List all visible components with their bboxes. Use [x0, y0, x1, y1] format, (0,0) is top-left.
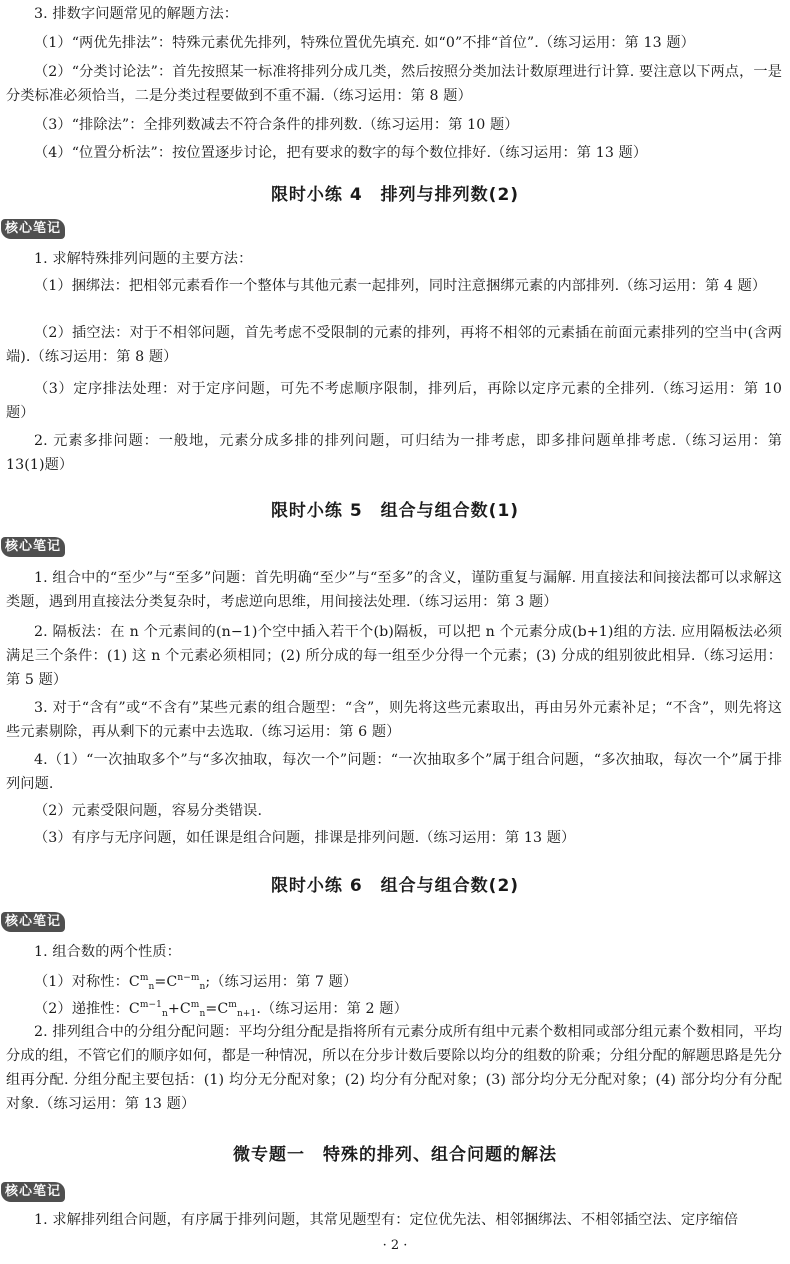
paragraph: 4.（1）“一次抽取多个”与“多次抽取，每次一个”问题：“一次抽取多个”属于组合问题，“多次抽取，每次一个”属于排列问题.: [6, 752, 782, 792]
paragraph: （3）有序与无序问题，如任课是组合问题，排课是排列问题.（练习运用：第 13 题）: [34, 830, 576, 846]
section-title: 限时小练 5 组合与组合数(1): [270, 501, 520, 521]
paragraph: （3）定序排法处理：对于定序问题，可先不考虑顺序限制，排列后，再除以定序元素的全排列.（练习运用：第 10 题）: [6, 381, 782, 421]
section-title: 限时小练 6 组合与组合数(2): [270, 876, 520, 896]
section-title: 限时小练 4 排列与排列数(2): [270, 185, 520, 205]
paragraph: 1. 求解特殊排列问题的主要方法：: [34, 251, 253, 267]
formula-symmetry: $C^m_n=C^{n-m}_n$;: [128, 973, 211, 992]
core-notes-badge: 核心笔记: [1, 912, 65, 932]
paragraph: 1. 组合中的“至少”与“至多”问题：首先明确“至少”与“至多”的含义，谨防重复与漏解. 用直接法和间接法都可以求解这类题，遇到用直接法分类复杂时，考虑逆向思维，用间接法处理.（练习运用：第 3 题）: [6, 570, 782, 610]
paragraph: 3. 对于“含有”或“不含有”某些元素的组合题型：“含”，则先将这些元素取出，再由另外元素补足；“不含”，则先将这些元素剔除，再从剩下的元素中去选取.（练习运用：第 6 题）: [6, 700, 782, 740]
formula-label: （2）递推性：: [34, 1001, 129, 1017]
paragraph: （1）“两优先排法”：特殊元素优先排列，特殊位置优先填充. 如“0”不排“首位”.（练习运用：第 13 题）: [34, 35, 695, 51]
paragraph: 3. 排数字问题常见的解题方法：: [34, 6, 239, 22]
paragraph: （3）“排除法”：全排列数减去不符合条件的排列数.（练习运用：第 10 题）: [34, 117, 519, 133]
paragraph: 1. 组合数的两个性质：: [34, 944, 181, 960]
core-notes-badge: 核心笔记: [1, 219, 65, 239]
paragraph: 2. 元素多排问题：一般地，元素分成多排的排列问题，可归结为一排考虑，即多排问题单排考虑.（练习运用：第 13(1)题）: [6, 433, 782, 473]
core-notes-badge: 核心笔记: [1, 537, 65, 557]
page-number: · 2 ·: [382, 1238, 408, 1253]
paragraph: （2）元素受限问题，容易分类错误.: [34, 803, 263, 819]
paragraph: 2. 排列组合中的分组分配问题：平均分组分配是指将所有元素分成所有组中元素个数相同或部分组元素个数相同，平均分成的组，不管它们的顺序如何，都是一种情况，所以在分步计数后要除以均分的组数的阶乘；分组分配的解题思路是先分组再分配. 分组分配主要包括：(1) 均分无分配对象；(2) 均分有分配对象；(3) 部分均分无分配对象；(4) 部分均分有分配对象.（练习运用：第 13 题）: [6, 1024, 782, 1112]
paragraph: 1. 求解排列组合问题，有序属于排列问题，其常见题型有：定位优先法、相邻捆绑法、不相邻插空法、定序缩倍: [34, 1212, 739, 1228]
section-title: 微专题一 特殊的排列、组合问题的解法: [233, 1145, 557, 1165]
paragraph: 2. 隔板法：在 n 个元素间的(n−1)个空中插入若干个(b)隔板，可以把 n 个元素分成(b+1)组的方法. 应用隔板法必须满足三个条件：(1) 这 n 个元素必须相同；(2) 所分成的每一组至少分得一个元素；(3) 分成的组别彼此相异.（练习运用：第 5 题）: [6, 624, 782, 688]
paragraph: （4）“位置分析法”：按位置逐步讨论，把有要求的数字的每个数位排好.（练习运用：第 13 题）: [34, 145, 648, 161]
reference: （练习运用：第 2 题）: [260, 1001, 408, 1017]
core-notes-badge: 核心笔记: [1, 1182, 65, 1202]
reference: （练习运用：第 7 题）: [210, 974, 358, 990]
formula-recurrence: $C^{m-1}_n+C^m_n=C^m_{n+1}$.: [128, 1000, 261, 1019]
formula-label: （1）对称性：: [34, 974, 129, 990]
paragraph: （1）捆绑法：把相邻元素看作一个整体与其他元素一起排列，同时注意捆绑元素的内部排列.（练习运用：第 4 题）: [34, 278, 767, 294]
paragraph: （2）插空法：对于不相邻问题，首先考虑不受限制的元素的排列，再将不相邻的元素插在前面元素排列的空当中(含两端).（练习运用：第 8 题）: [6, 325, 782, 365]
paragraph: （2）“分类讨论法”：首先按照某一标准将排列分成几类，然后按照分类加法计数原理进行计算. 要注意以下两点，一是分类标准必须恰当，二是分类过程要做到不重不漏.（练习运用：第 8 题）: [6, 64, 782, 104]
